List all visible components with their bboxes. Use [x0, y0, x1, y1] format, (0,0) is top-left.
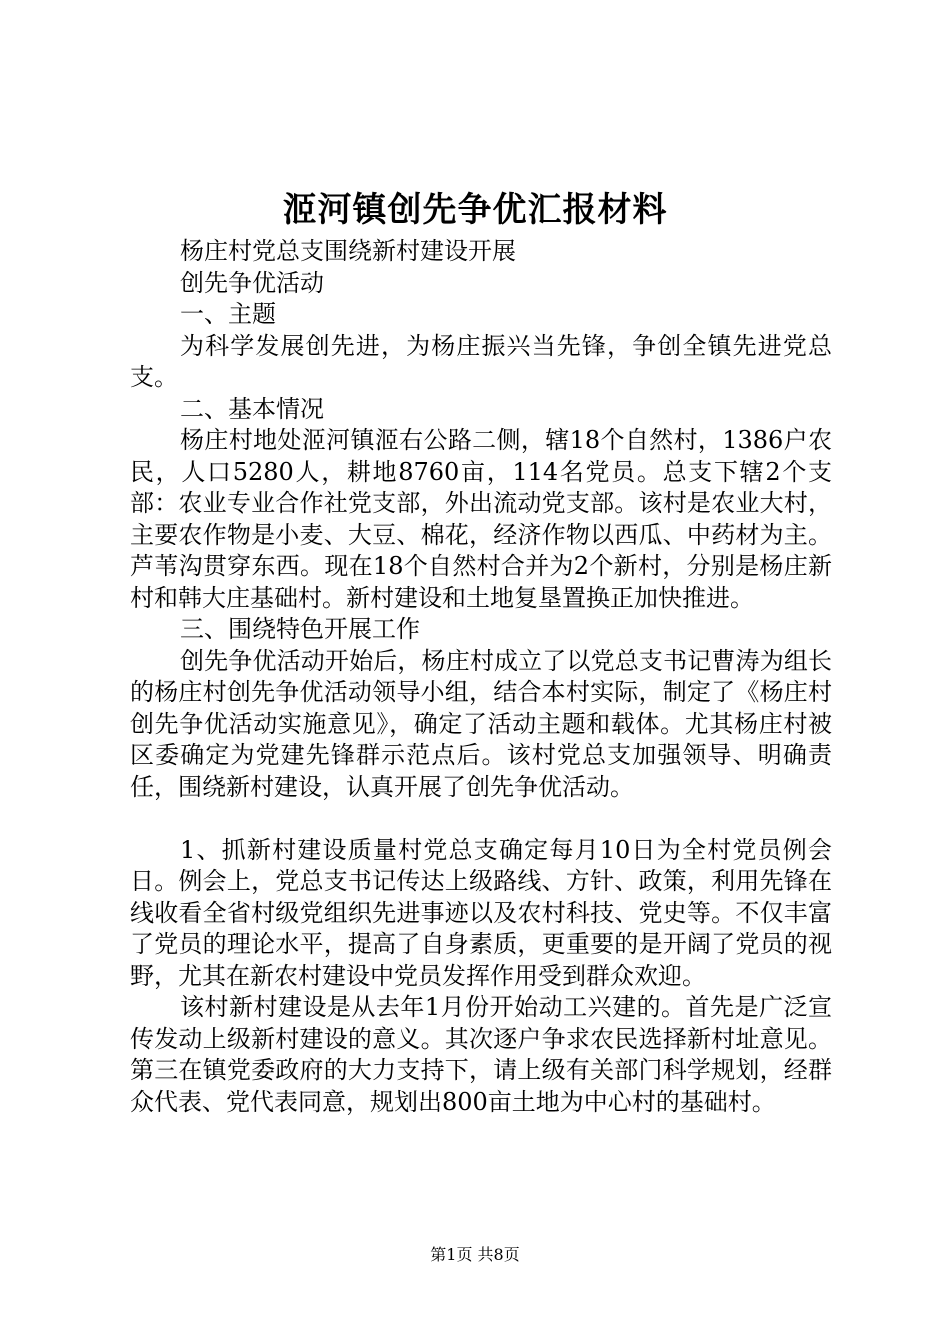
page-footer: 第1页 共8页	[430, 1245, 520, 1264]
section-heading-work: 三、围绕特色开展工作	[180, 615, 420, 643]
paragraph-item-1: 1、抓新村建设质量村党总支确定每月10日为全村党员例会日。例会上，党总支书记传达上级路线、方针、政策，利用先锋在线收看全省村级党组织先进事迹以及农村科技、党史等。不仅丰富了党员的理论水平，提高了自身素质，更重要的是开阔了党员的视野，尤其在新农村建设中党员发挥作用受到群众欢迎。	[130, 835, 832, 990]
document-body	[130, 236, 832, 1118]
paragraph-work: 创先争优活动开始后，杨庄村成立了以党总支书记曹涛为组长的杨庄村创先争优活动领导小组，结合本村实际，制定了《杨庄村创先争优活动实施意见》，确定了活动主题和载体。尤其杨庄村被区委确定为党建先锋群示范点后。该村党总支加强领导、明确责任，围绕新村建设，认真开展了创先争优活动。	[130, 646, 832, 801]
paragraph-theme: 为科学发展创先进，为杨庄振兴当先锋，争创全镇先进党总支。	[130, 331, 832, 391]
paragraph-subtitle-line1: 杨庄村党总支围绕新村建设开展	[180, 237, 516, 265]
section-heading-basic-info: 二、基本情况	[180, 394, 324, 423]
paragraph-basic-info: 杨庄村地处洍河镇洍右公路二侧，辖18个自然村，1386户农民，人口5280人，耕地8760亩，114名党员。总支下辖2个支部：农业专业合作社党支部，外出流动党支部。该村是农业大村，主要农作物是小麦、大豆、棉花，经济作物以西瓜、中药材为主。芦苇沟贯穿东西。现在18个自然村合并为2个新村，分别是杨庄新村和韩大庄基础村。新村建设和土地复垦置换正加快推进。	[130, 426, 832, 612]
document-title: 洍河镇创先争优汇报材料	[282, 190, 668, 230]
section-heading-theme: 一、主题	[180, 300, 276, 328]
paragraph-subtitle-line2: 创先争优活动	[180, 268, 324, 297]
paragraph-new-village: 该村新村建设是从去年1月份开始动工兴建的。首先是广泛宣传发动上级新村建设的意义。其次逐户争求农民选择新村址意见。第三在镇党委政府的大力支持下，请上级有关部门科学规划，经群众代表、党代表同意，规划出800亩土地为中心村的基础村。	[130, 993, 832, 1116]
